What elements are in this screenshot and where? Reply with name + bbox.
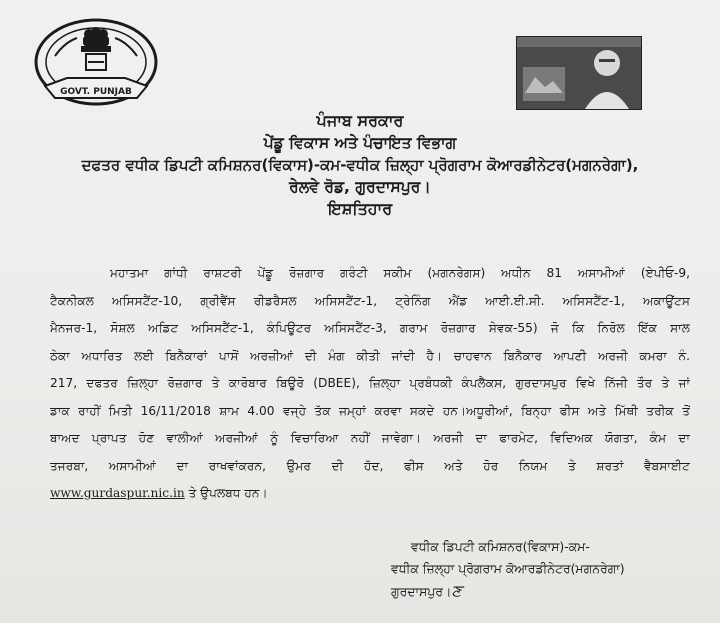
body-line: 217, ਦਫਤਰ ਜ਼ਿਲ੍ਹਾ ਰੋਜ਼ਗਾਰ ਤੇ ਕਾਰੋਬਾਰ ਬਿਊਰੋ (DBEE), ਜ਼ਿਲ੍ਹਾ ਪ੍ਰਬੰਧਕੀ ਕੰਪਲੈਕਸ, ਗੁਰਦਾਸਪੁਰ ਵਿਖੇ ਨਿੱਜੀ ਤੌਰ ਤੇ ਜਾਂ <box>50 376 690 390</box>
notice-body <box>50 260 690 508</box>
body-line-tail: ਤੇ ਉਪਲਬਧ ਹਨ। <box>184 486 268 500</box>
punjab-government-seal <box>31 14 161 114</box>
body-line: ਡਾਕ ਰਾਹੀਂ ਮਿਤੀ 16/11/2018 ਸ਼ਾਮ 4.00 ਵਜ੍ਹੇ ਤੱਕ ਜਮ੍ਹਾਂ ਕਰਵਾ ਸਕਦੇ ਹਨ।ਅਧੂਰੀਆਂ, ਬਿਨ੍ਹਾ ਫੀਸ ਅਤੇ ਮਿੱਥੀ ਤਰੀਕ ਤੋਂ <box>50 403 690 418</box>
office-name: ਦਫਤਰ ਵਧੀਕ ਡਿਪਟੀ ਕਮਿਸ਼ਨਰ(ਵਿਕਾਸ)-ਕਮ-ਵਧੀਕ ਜ਼ਿਲ੍ਹਾ ਪ੍ਰੋਗਰਾਮ ਕੋਆਰਡੀਨੇਟਰ(ਮਗਨਰੇਗਾ), <box>81 156 639 174</box>
department-name: ਪੇਂਡੂ ਵਿਕਾਸ ਅਤੇ ਪੰਚਾਇਤ ਵਿਭਾਗ <box>263 134 457 152</box>
svg-text:GOVT. PUNJAB: GOVT. PUNJAB <box>60 87 132 97</box>
website-link[interactable]: www.gurdaspur.nic.in <box>50 486 185 500</box>
body-line: ਬਾਅਦ ਪ੍ਰਾਪਤ ਹੋਣ ਵਾਲੀਆਂ ਅਰਜੀਆਂ ਨੂੰ ਵਿਚਾਰਿਆ ਨਹੀਂ ਜਾਵੇਗਾ। ਅਰਜੀ ਦਾ ਫਾਰਮੇਟ, ਵਿਦਿਅਕ ਯੋਗਤਾ, ਕੰਮ ਦਾ <box>50 431 690 445</box>
signatory-city: ਗੁਰਦਾਸਪੁਰ। <box>391 584 452 599</box>
document-title: ਇਸ਼ਤਿਹਾਰ <box>327 199 393 218</box>
body-line: ਮਹਾਤਮਾ ਗਾਂਧੀ ਰਾਸ਼ਟਰੀ ਪੇਂਡੂ ਰੋਜ਼ਗਾਰ ਗਰੰਟੀ ਸਕੀਮ (ਮਗਨਰੇਗਸ) ਅਧੀਨ 81 ਅਸਾਮੀਆਂ (ਏਪੀਓ-9, <box>110 266 690 280</box>
government-name: ਪੰਜਾਬ ਸਰਕਾਰ <box>316 111 404 130</box>
body-line-website <box>50 480 690 508</box>
body-line: ਟੈਕਨੀਕਲ ਅਸਿਸਟੈਂਟ-10, ਗ੍ਰੀਵੈਂਸ ਰੀਡਰੈਸਲ ਅਸਿਸਟੈਂਟ-1, ਟ੍ਰੇਨਿੰਗ ਐਂਡ ਆਈ.ਈ.ਸੀ. ਅਸਿਸਟੈਂਟ-1, ਅਕਾਊਂਟਸ <box>50 293 690 308</box>
portrait-image-icon <box>517 37 641 109</box>
body-line: ਤਜਰਬਾ, ਅਸਾਮੀਆਂ ਦਾ ਰਾਖਵਾਂਕਰਨ, ਉਮਰ ਦੀ ਹੱਦ, ਫੀਸ ਅਤੇ ਹੋਰ ਨਿਯਮ ਤੇ ਸ਼ਰਤਾਂ ਵੈਬਸਾਈਟ <box>50 458 690 473</box>
letterhead <box>0 110 720 220</box>
signatory-location <box>391 580 691 603</box>
body-line: ਮੈਨਜਰ-1, ਸੋਸ਼ਲ ਅਡਿਟ ਅਸਿਸਟੈਂਟ-1, ਕੰਪਿਊਟਰ ਅਸਿਸਟੈਂਟ-3, ਗਰਾਮ ਰੋਜ਼ਗਾਰ ਸੇਵਕ-55) ਜੋ ਕਿ ਨਿਰੋਲ ਇੱਕ ਸਾਲ <box>50 321 690 335</box>
signature-mark: ਣ <box>451 581 462 600</box>
seal-emblem-icon <box>31 14 161 114</box>
signatory-designation-1: ਵਧੀਕ ਡਿਪਟੀ ਕਮਿਸ਼ਨਰ(ਵਿਕਾਸ)-ਕਮ- <box>411 539 590 554</box>
signatory-designation-2: ਵਧੀਕ ਜ਼ਿਲ੍ਹਾ ਪ੍ਰੋਗਰਾਮ ਕੋਆਰਡੀਨੇਟਰ(ਮਗਨਰੇਗਾ) <box>391 561 625 576</box>
body-line: ਠੇਕਾ ਅਧਾਰਿਤ ਲਈ ਬਿਨੈਕਾਰਾਂ ਪਾਸੋਂ ਅਰਜ਼ੀਆਂ ਦੀ ਮੰਗ ਕੀਤੀ ਜਾਂਦੀ ਹੈ। ਚਾਹਵਾਨ ਬਿਨੈਕਾਰ ਆਪਣੀ ਅਰਜੀ ਕਮਰਾ ਨੰ. <box>50 348 690 363</box>
leader-photo <box>516 36 642 110</box>
signature-block <box>391 536 691 603</box>
office-address: ਰੇਲਵੇ ਰੋਡ, ਗੁਰਦਾਸਪੁਰ। <box>289 178 431 196</box>
